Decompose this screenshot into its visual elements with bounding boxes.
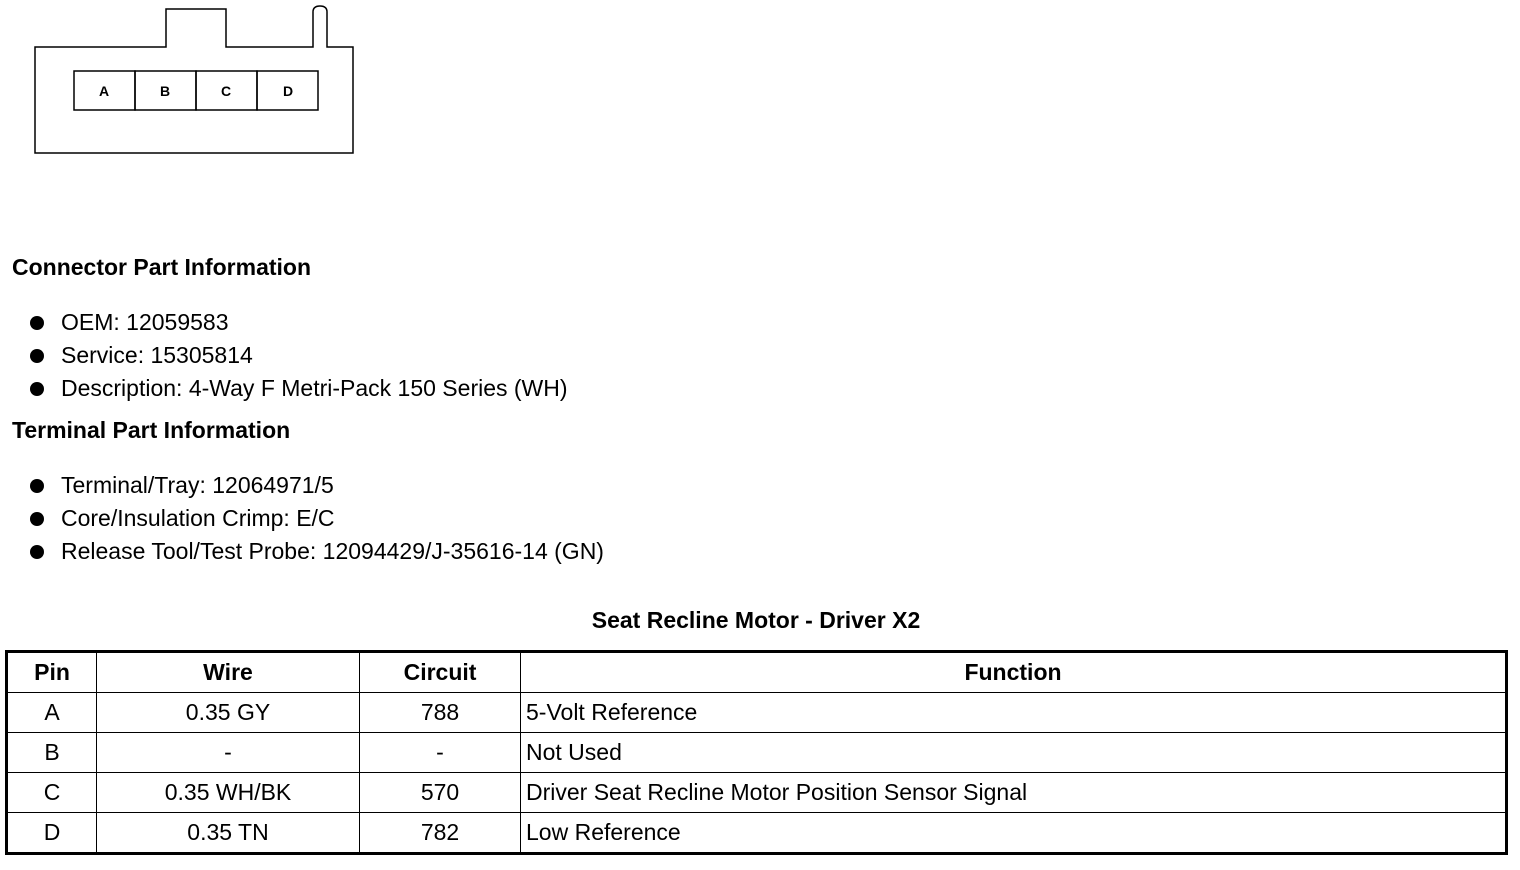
list-item <box>28 535 604 568</box>
connector-face-diagram <box>0 0 360 160</box>
cell-function: Low Reference <box>521 813 1507 854</box>
connector-housing-outline <box>35 6 353 153</box>
cell-pin: C <box>7 773 97 813</box>
terminal-info-release-tool: Release Tool/Test Probe: 12094429/J-35616-14 (GN) <box>61 538 604 564</box>
connector-info-service: Service: 15305814 <box>61 342 253 368</box>
connector-pin-label-a: A <box>98 83 110 99</box>
connector-pin-label-b: B <box>159 83 171 99</box>
connector-pin-label-c: C <box>220 83 232 99</box>
connector-pin-label-d: D <box>282 83 294 99</box>
cell-function: 5-Volt Reference <box>521 693 1507 733</box>
cell-pin: A <box>7 693 97 733</box>
cell-wire: 0.35 TN <box>97 813 360 854</box>
bullet-icon <box>30 382 44 396</box>
cell-circuit: - <box>360 733 521 773</box>
header-pin: Pin <box>7 652 97 693</box>
bullet-icon <box>30 545 44 559</box>
cell-function: Driver Seat Recline Motor Position Sensor Signal <box>521 773 1507 813</box>
list-item <box>28 306 568 339</box>
cell-wire: - <box>97 733 360 773</box>
pinout-table-title: Seat Recline Motor - Driver X2 <box>591 607 921 633</box>
table-row <box>7 813 1507 854</box>
connector-info-description: Description: 4-Way F Metri-Pack 150 Series (WH) <box>61 375 568 401</box>
terminal-info-crimp: Core/Insulation Crimp: E/C <box>61 505 335 531</box>
pinout-table <box>5 650 1508 855</box>
connector-info-list <box>28 306 568 405</box>
cell-function: Not Used <box>521 733 1507 773</box>
bullet-icon <box>30 512 44 526</box>
table-row <box>7 693 1507 733</box>
terminal-info-list <box>28 469 604 568</box>
header-circuit: Circuit <box>360 652 521 693</box>
terminal-info-heading: Terminal Part Information <box>12 417 291 443</box>
bullet-icon <box>30 349 44 363</box>
cell-pin: B <box>7 733 97 773</box>
bullet-icon <box>30 479 44 493</box>
cell-pin: D <box>7 813 97 854</box>
header-wire: Wire <box>97 652 360 693</box>
connector-info-heading: Connector Part Information <box>12 254 312 280</box>
table-header-row <box>7 652 1507 693</box>
cell-circuit: 788 <box>360 693 521 733</box>
cell-wire: 0.35 WH/BK <box>97 773 360 813</box>
cell-circuit: 570 <box>360 773 521 813</box>
cell-wire: 0.35 GY <box>97 693 360 733</box>
header-function: Function <box>521 652 1507 693</box>
table-row <box>7 773 1507 813</box>
cell-circuit: 782 <box>360 813 521 854</box>
list-item <box>28 372 568 405</box>
list-item <box>28 502 604 535</box>
list-item <box>28 339 568 372</box>
connector-info-oem: OEM: 12059583 <box>61 309 229 335</box>
table-row <box>7 733 1507 773</box>
terminal-info-terminal-tray: Terminal/Tray: 12064971/5 <box>61 472 334 498</box>
bullet-icon <box>30 316 44 330</box>
list-item <box>28 469 604 502</box>
